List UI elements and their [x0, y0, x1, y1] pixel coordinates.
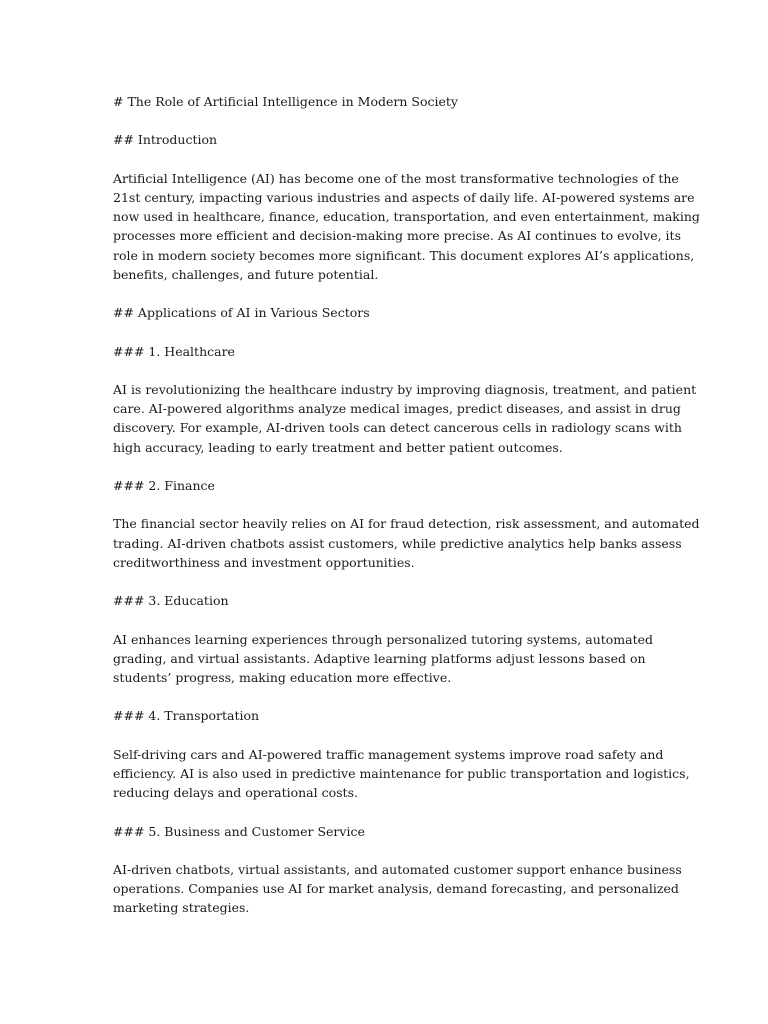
document-body: [113, 92, 700, 937]
paragraph-line: AI-driven chatbots, virtual assistants, and automated customer support enhance business: [113, 861, 682, 877]
paragraph-line: AI is revolutionizing the healthcare industry by improving diagnosis, treatment, and patient: [113, 381, 697, 397]
section-paragraph-business: [113, 860, 682, 918]
paragraph-line: high accuracy, leading to early treatment and better patient outcomes.: [113, 439, 563, 455]
section-paragraph-education: [113, 630, 661, 688]
paragraph-line: students’ progress, making education more effective.: [113, 669, 452, 685]
paragraph-line: trading. AI-driven chatbots assist customers, while predictive analytics help banks assess: [113, 535, 682, 551]
paragraph-line: Self-driving cars and AI-powered traffic management systems improve road safety and: [113, 746, 664, 762]
paragraph-line: AI enhances learning experiences through personalized tutoring systems, automated: [113, 631, 654, 647]
paragraph-line: reducing delays and operational costs.: [113, 785, 358, 801]
paragraph-line: creditworthiness and investment opportunities.: [113, 554, 415, 570]
paragraph-line: grading, and virtual assistants. Adaptive learning platforms adjust lessons based on: [113, 650, 646, 666]
paragraph-line: marketing strategies.: [113, 900, 250, 916]
paragraph-line: operations. Companies use AI for market analysis, demand forecasting, and personalized: [113, 881, 679, 897]
paragraph-line: processes more efficient and decision-making more precise. As AI continues to evolve, its: [113, 228, 681, 244]
paragraph-line: role in modern society becomes more significant. This document explores AI’s applications,: [113, 247, 695, 263]
paragraph-line: efficiency. AI is also used in predictive maintenance for public transportation and logistics,: [113, 765, 690, 781]
paragraph-line: now used in healthcare, finance, education, transportation, and even entertainment, making: [113, 209, 700, 225]
section-paragraph-finance: [113, 514, 700, 572]
section-paragraph-healthcare: [113, 380, 697, 457]
section-heading-education: ### 3. Education: [113, 593, 229, 609]
document-title: # The Role of Artificial Intelligence in Modern Society: [113, 94, 458, 109]
section-heading-transportation: ### 4. Transportation: [113, 708, 260, 724]
intro-heading: ## Introduction: [113, 132, 218, 148]
paragraph-line: benefits, challenges, and future potential.: [113, 266, 379, 282]
section-heading-healthcare: ### 1. Healthcare: [113, 343, 235, 359]
paragraph-line: The financial sector heavily relies on AI for fraud detection, risk assessment, and automated: [113, 516, 700, 532]
paragraph-line: 21st century, impacting various industries and aspects of daily life. AI-powered systems are: [113, 189, 695, 205]
applications-heading: ## Applications of AI in Various Sectors: [113, 305, 370, 321]
paragraph-line: discovery. For example, AI-driven tools can detect cancerous cells in radiology scans with: [113, 420, 682, 436]
paragraph-line: care. AI-powered algorithms analyze medical images, predict diseases, and assist in drug: [113, 401, 681, 417]
section-heading-finance: ### 2. Finance: [113, 477, 215, 493]
section-paragraph-transportation: [113, 745, 690, 803]
section-heading-business: ### 5. Business and Customer Service: [113, 823, 365, 839]
intro-paragraph: [113, 169, 700, 284]
paragraph-line: Artificial Intelligence (AI) has become one of the most transformative technologies of the: [113, 170, 679, 186]
